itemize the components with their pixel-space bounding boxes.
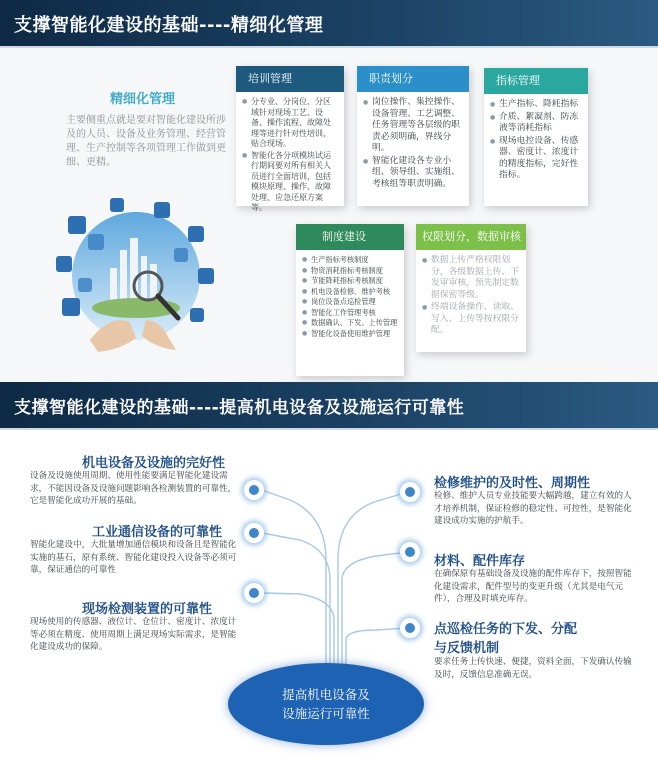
- card-title: 职责划分: [369, 72, 413, 85]
- item-title: 工业通信设备的可靠性: [92, 525, 223, 540]
- card-item: ● 岗位设备点巡检管理: [302, 297, 398, 307]
- item-title: 材料、配件库存: [434, 554, 526, 569]
- section-heading: 精细化管理: [110, 92, 176, 107]
- center-ellipse: [228, 663, 424, 745]
- card-item: ● 数据上传严格权限划分，各级数据上传、下发审审核，预先制定数据保密等级。: [422, 255, 520, 301]
- item-title: 现场检测装置的可靠性: [82, 602, 213, 617]
- card-item: ● 数据确认、下发、上传管理: [302, 318, 398, 328]
- card-item: ● 终端设备操作、读取、写入、上传等按权限分配。: [422, 302, 520, 337]
- card-item: ● 现场电控设备、传感器、密度计、浓度计的精度指标，完好性指标。: [490, 136, 582, 182]
- section-description: 主要侧重点就是要对智能化建设所涉及的人员、设备及业务管理、经营管理、生产控制等各项管理工作做到更细、更精。: [66, 115, 226, 168]
- bullet-dot-icon: [244, 480, 264, 500]
- center-text-line2: 设施运行可靠性: [282, 706, 370, 721]
- card-title: 权限划分，数据审核: [422, 230, 521, 243]
- card-item: ● 分专业、分岗位、分区域针对现场工艺、设备、操作流程、故障处理等进行针对性培训，贴合现场。: [242, 97, 338, 150]
- card-item: ● 节能降耗指标考核制度: [302, 276, 398, 286]
- card-item: ● 智能化各分项模块试运行期间要对所有相关人员进行全面培训，包括模块原理、操作、故障处理、应急还原方案等。: [242, 151, 338, 214]
- item-title: 检修维护的及时性、周期性: [434, 476, 591, 491]
- slide-title: 支撑智能化建设的基础----提高机电设备及设施运行可靠性: [14, 398, 465, 418]
- item-text: 在确保原有基础设备及设施的配件库存下，按照智能化建设需求，配件型号的变更升级（尤其是电气元件），合理及时填充库存。: [434, 569, 632, 604]
- card-item: ● 生产指标、降耗指标: [490, 99, 582, 111]
- card-item: ● 岗位操作、集控操作、设备管理、工艺调整、任务管理等各层级的职责必须明确，界线分明。: [363, 97, 463, 155]
- item-title-continued: 与反馈机制: [434, 641, 500, 656]
- item-text: 现场使用的传感器、液位计、仓位计、密度计、浓度计等必须在精度、使用周期上满足现场实际需求，是智能化建设成功的保障。: [30, 617, 237, 652]
- bullet-dot-icon: [244, 523, 264, 543]
- card-item: ● 机电设备检修、维护考核: [302, 287, 398, 297]
- item-title: 机电设备及设施的完好性: [82, 456, 226, 471]
- item-text: 设备及设施使用周期、使用性能要满足智能化建设需求，不能因设备及设施问题影响各检测装置的可靠性，它是智能化成功开展的基础。: [30, 471, 237, 506]
- item-text: 检修、维护人员专业技能要大幅跨越，建立有效的人才培养机制，保证检修的稳定性、可控性，是智能化建设成功实施的护航手。: [434, 491, 632, 526]
- item-text: 要求任务上传快速、便捷，资料全面，下发确认传输及时，反馈信息准确无误。: [434, 657, 632, 680]
- card-item: ● 生产指标考核制度: [302, 255, 398, 265]
- bullet-dot-icon: [244, 583, 264, 603]
- item-title: 点巡检任务的下发、分配: [434, 622, 578, 637]
- card-item: ● 介质、絮凝剂、防冻液等消耗指标: [490, 112, 582, 135]
- card-title: 制度建设: [322, 230, 366, 243]
- bullet-dot-icon: [400, 618, 420, 638]
- card-item: ● 物资消耗指标考核制度: [302, 266, 398, 276]
- card-title: 培训管理: [248, 72, 292, 85]
- card-item: ● 智能化建设各专业小组、领导组、实施组、考核组等职责明确。: [363, 156, 463, 191]
- slide-title: 支撑智能化建设的基础----精细化管理: [14, 15, 324, 36]
- card-item: ● 智能化工作管理考核: [302, 308, 398, 318]
- bullet-dot-icon: [400, 482, 420, 502]
- item-text: 智能化建设中，大批量增加通信模块和设备且是智能化实施的基石，原有系统、智能化建设投入设备等必须可靠，保证通信的可靠性: [30, 540, 237, 575]
- center-text-line1: 提高机电设备及: [282, 687, 370, 702]
- bullet-dot-icon: [400, 542, 420, 562]
- card-title: 指标管理: [496, 74, 540, 87]
- card-item: ● 智能化设备使用维护管理: [302, 329, 398, 339]
